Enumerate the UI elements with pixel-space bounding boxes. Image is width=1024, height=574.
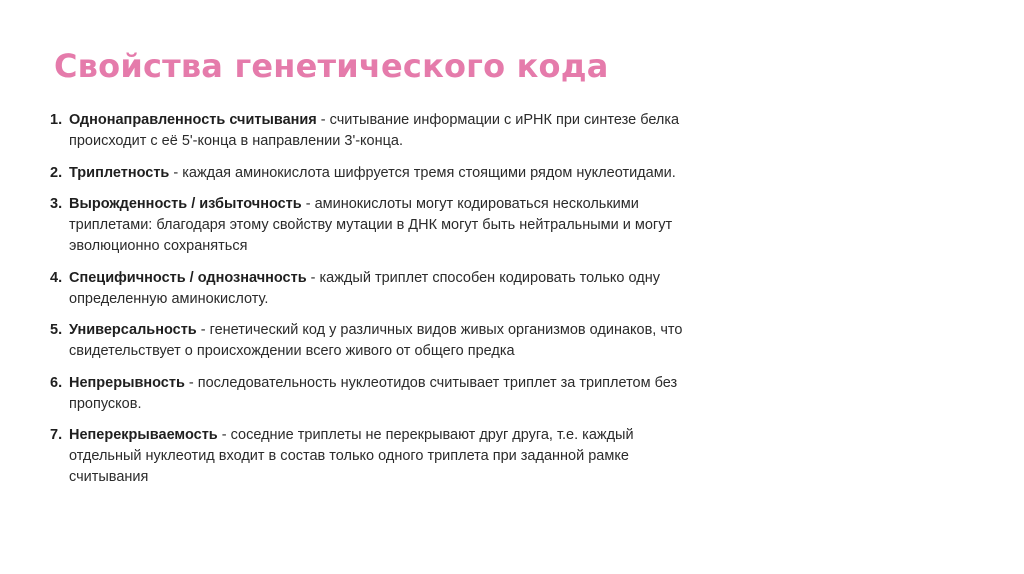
- item-term: Непрерывность: [69, 374, 185, 391]
- item-text: [69, 425, 690, 488]
- item-text: [69, 163, 690, 184]
- item-term: Однонаправленность считывания: [69, 112, 317, 128]
- item-description: - каждый триплет способен кодировать только одну определенную аминокислоту.: [69, 269, 660, 307]
- item-text: [69, 373, 690, 415]
- properties-list: [50, 110, 690, 499]
- item-number: 6.: [50, 374, 63, 391]
- item-number: 7.: [50, 427, 63, 443]
- item-number: 3.: [50, 196, 63, 212]
- item-text: [69, 194, 690, 257]
- item-term: Триплетность: [69, 164, 170, 181]
- item-description: - считывание информации с иРНК при синтезе белка происходит с её 5'-конца в направлении 3'-конца.: [69, 112, 680, 149]
- item-term: Вырожденность / избыточность: [69, 196, 302, 212]
- item-description: - последовательность нуклеотидов считывает триплет за триплетом без пропусков.: [69, 374, 678, 412]
- list-item: [50, 110, 690, 152]
- item-number: 4.: [50, 269, 63, 286]
- list-item: [50, 268, 690, 310]
- list-item: [50, 373, 690, 415]
- list-item: [50, 194, 690, 257]
- item-term: Специфичность / однозначность: [69, 269, 307, 286]
- item-term: Универсальность: [69, 322, 197, 338]
- item-number: 5.: [50, 322, 63, 338]
- list-item: [50, 163, 690, 184]
- item-text: [69, 320, 690, 362]
- item-term: Неперекрываемость: [69, 427, 218, 443]
- item-text: [69, 268, 690, 310]
- list-item: [50, 425, 690, 488]
- item-description: - аминокислоты могут кодироваться несколькими триплетами: благодаря этому свойству мутации в ДНК могут быть нейтральными и могут эволюционно сохраняться: [69, 196, 673, 254]
- item-description: - соседние триплеты не перекрывают друг друга, т.е. каждый отдельный нуклеотид входит в состав только одного триплета при заданной рамке считывания: [69, 427, 634, 485]
- item-description: - каждая аминокислота шифруется тремя стоящими рядом нуклеотидами.: [169, 164, 676, 181]
- item-number: 1.: [50, 112, 63, 128]
- item-text: [69, 110, 690, 152]
- item-description: - генетический код у различных видов живых организмов одинаков, что свидетельствует о происхождении всего живого от общего предка: [69, 322, 683, 359]
- item-number: 2.: [50, 164, 63, 181]
- list-item: [50, 320, 690, 362]
- slide-title: Свойства генетического кода: [54, 47, 609, 85]
